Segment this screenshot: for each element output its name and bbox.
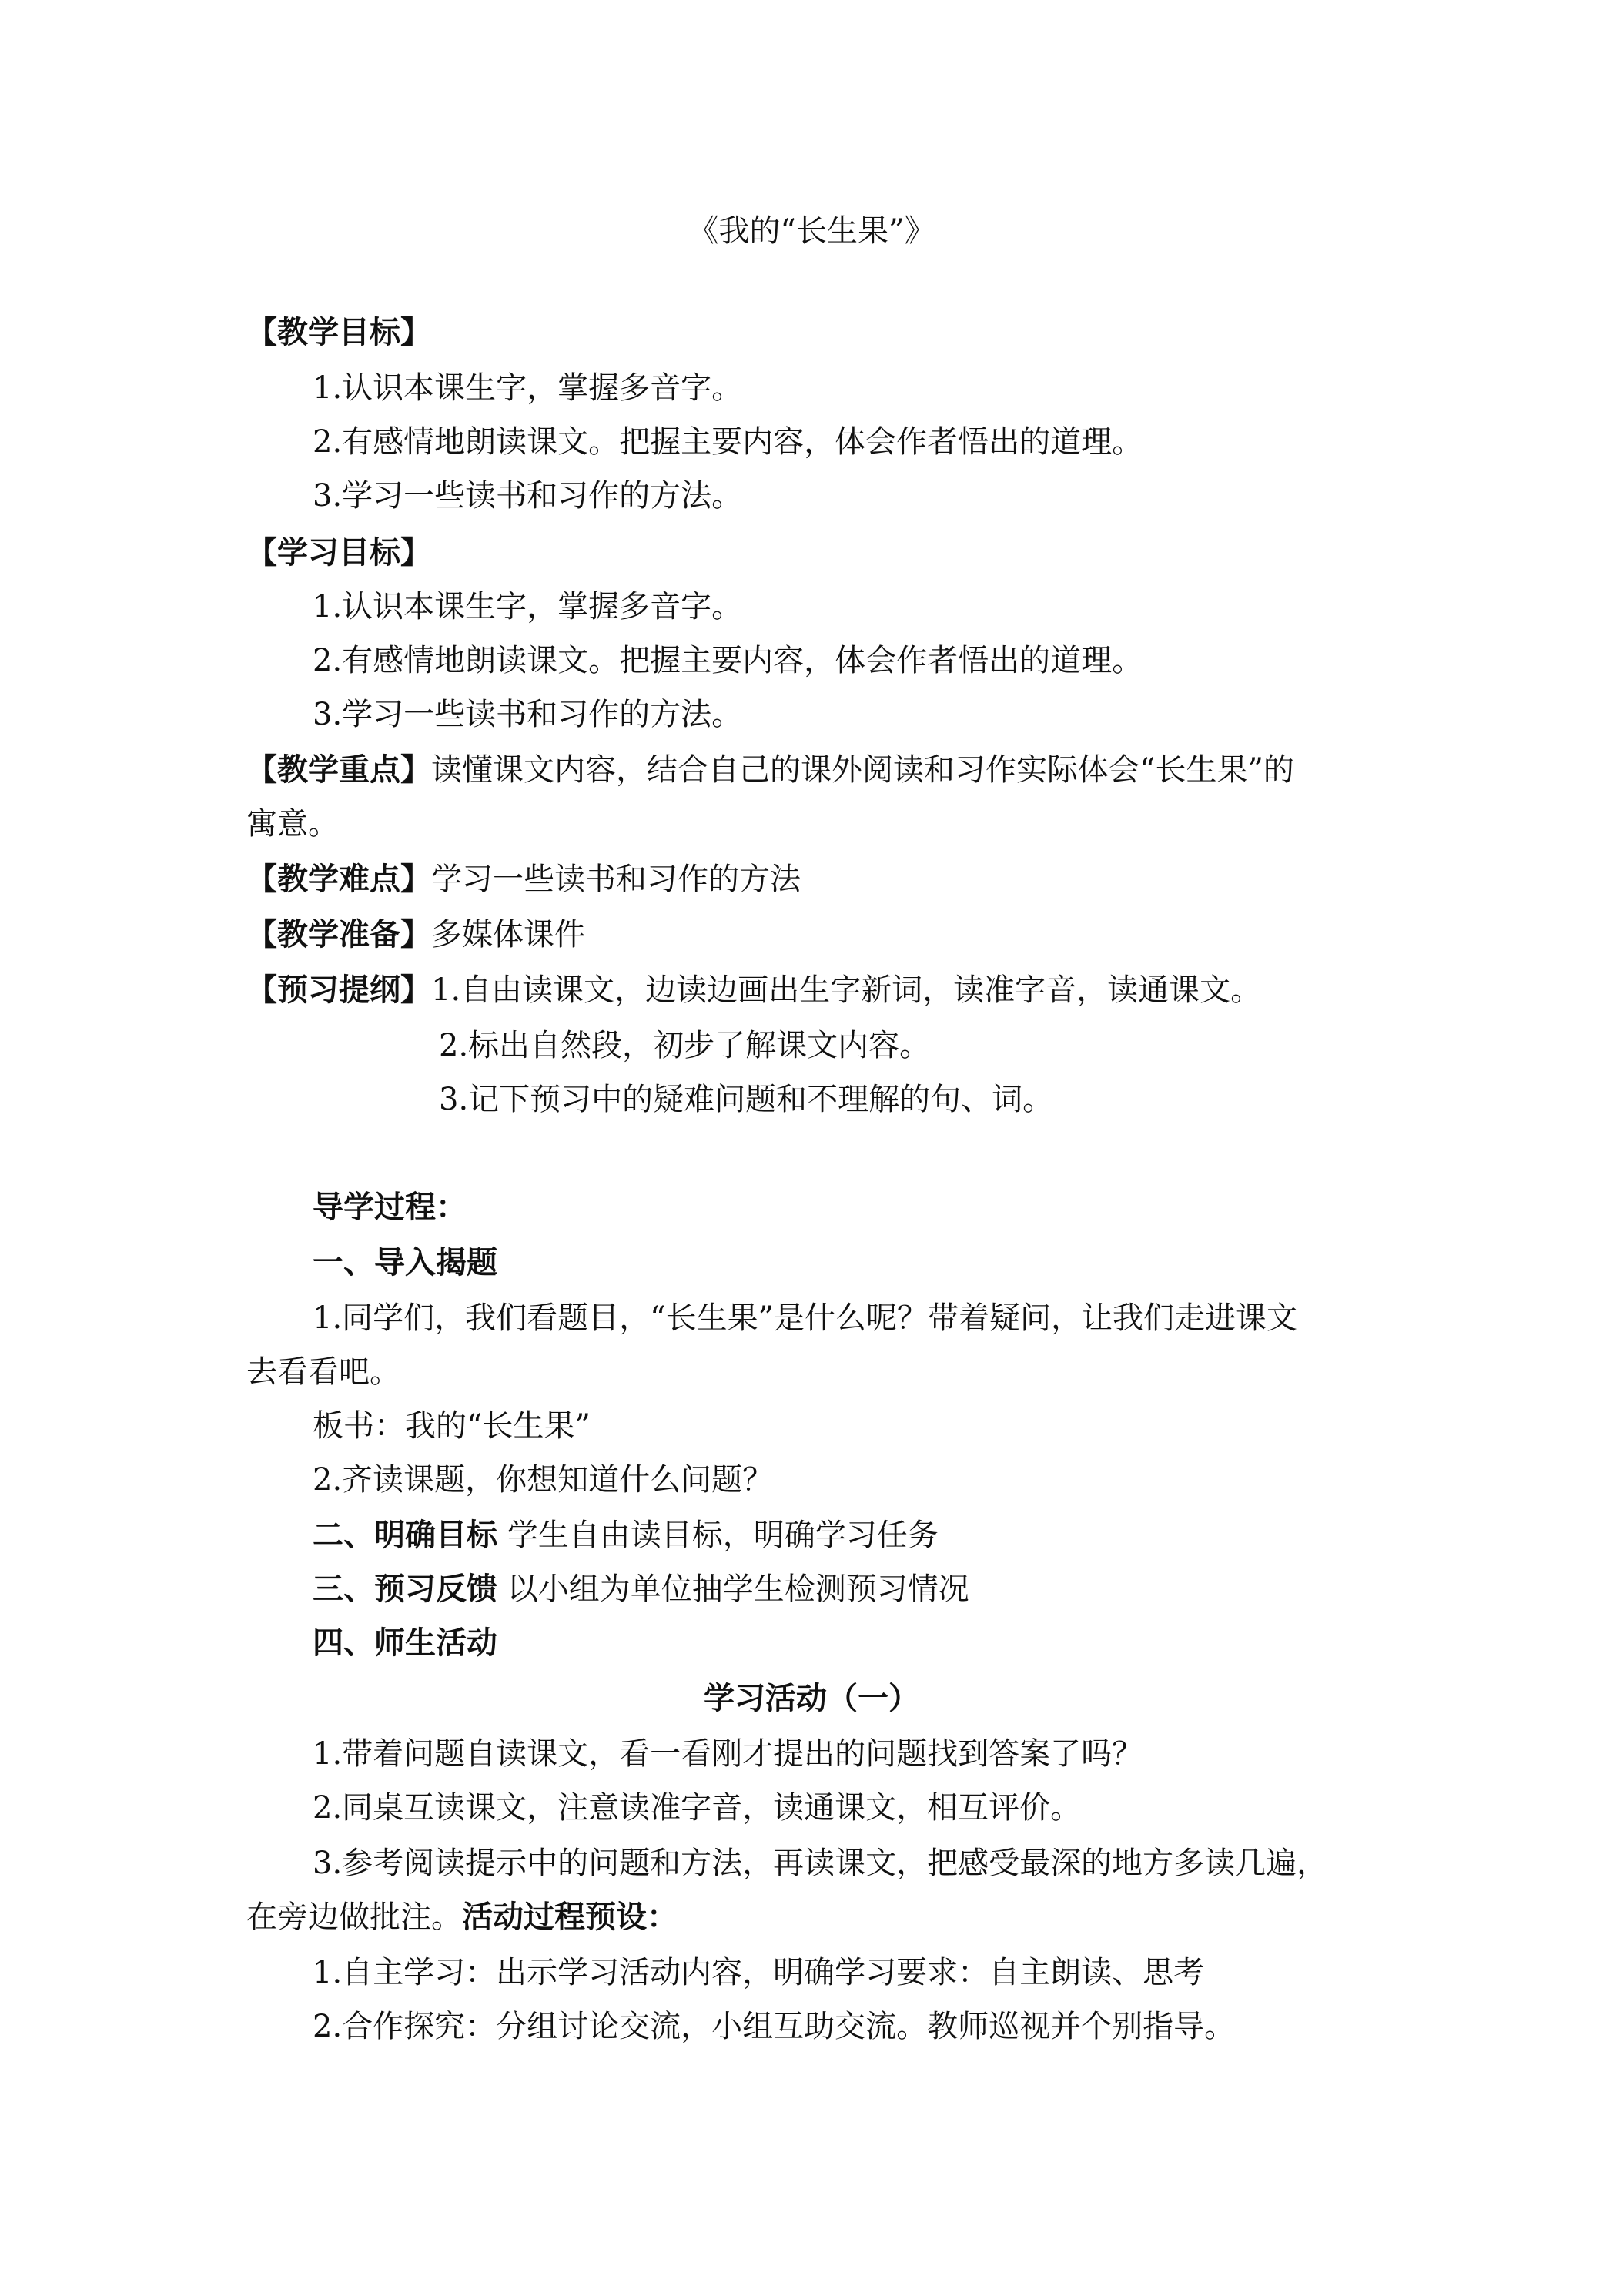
- preview-item: 2.标出自然段，初步了解课文内容。: [439, 1028, 931, 1063]
- preparation-text: 多媒体课件: [431, 917, 585, 952]
- document-title: 《我的“长生果”》: [688, 213, 935, 249]
- section-3-text: 以小组为单位抽学生检测预习情况: [507, 1571, 969, 1607]
- process-heading: 导学过程：: [313, 1189, 467, 1225]
- learning-goals-heading: 【学习目标】: [246, 534, 431, 571]
- section-3: [313, 1568, 969, 1611]
- preparation-label: 【教学准备】: [246, 916, 431, 952]
- preview-item: 3.记下预习中的疑难问题和不理解的句、词。: [439, 1082, 1054, 1117]
- difficult-points-label: 【教学难点】: [246, 861, 431, 897]
- section-1-paragraph: 1.同学们，我们看题目，“长生果”是什么呢？带着疑问，让我们走进课文: [313, 1300, 1298, 1336]
- key-points-text: 读懂课文内容，结合自己的课外阅读和习作实际体会“长生果”的: [431, 752, 1294, 788]
- preset-item: 2.合作探究：分组讨论交流，小组互助交流。教师巡视并个别指导。: [313, 2009, 1236, 2044]
- difficult-points: [246, 858, 801, 901]
- section-2-text: 学生自由读目标，明确学习任务: [507, 1518, 939, 1553]
- preset-label: 活动过程预设：: [462, 1899, 678, 1935]
- preview-item: 1.自由读课文，边读边画出生字新词，读准字音，读通课文。: [431, 972, 1262, 1008]
- activity-1-item: 3.参考阅读提示中的问题和方法，再读课文，把感受最深的地方多读几遍，: [313, 1846, 1328, 1881]
- section-4-heading: 四、师生活动: [313, 1625, 497, 1661]
- activity-1-item-cont: [246, 1896, 678, 1939]
- section-3-heading: 三、预习反馈: [313, 1571, 497, 1607]
- section-2: [313, 1514, 939, 1557]
- key-points-label: 【教学重点】: [246, 751, 431, 788]
- section-1-paragraph-cont: 去看看吧。: [246, 1354, 400, 1390]
- key-points-text-cont: 寓意。: [246, 806, 339, 842]
- activity-1-item-text: 在旁边做批注。: [246, 1899, 462, 1935]
- section-1-question: 2.齐读课题，你想知道什么问题？: [313, 1462, 774, 1498]
- learning-goal-item: 2.有感情地朗读课文。把握主要内容，体会作者悟出的道理。: [313, 643, 1143, 678]
- learning-goal-item: 3.学习一些读书和习作的方法。: [313, 697, 743, 732]
- preset-item: 1.自主学习：出示学习活动内容，明确学习要求：自主朗读、思考: [313, 1955, 1205, 1990]
- activity-1-title: 学习活动（一）: [704, 1680, 919, 1716]
- learning-goal-item: 1.认识本课生字，掌握多音字。: [313, 589, 743, 624]
- teaching-goal-item: 3.学习一些读书和习作的方法。: [313, 478, 743, 514]
- section-1-heading: 一、导入揭题: [313, 1244, 497, 1280]
- activity-1-item: 2.同桌互读课文，注意读准字音，读通课文，相互评价。: [313, 1790, 1082, 1826]
- activity-1-item: 1.带着问题自读课文，看一看刚才提出的问题找到答案了吗？: [313, 1736, 1143, 1772]
- teaching-goals-heading: 【教学目标】: [246, 314, 431, 350]
- preview-label: 【预习提纲】: [246, 972, 431, 1008]
- section-2-heading: 二、明确目标: [313, 1517, 497, 1553]
- difficult-points-text: 学习一些读书和习作的方法: [431, 862, 801, 897]
- teaching-goal-item: 2.有感情地朗读课文。把握主要内容，体会作者悟出的道理。: [313, 424, 1143, 460]
- preparation: [246, 913, 585, 956]
- key-points: [246, 748, 1294, 792]
- teaching-goal-item: 1.认识本课生字，掌握多音字。: [313, 370, 743, 406]
- preview-outline: [246, 969, 1261, 1012]
- blackboard-note: 板书：我的“长生果”: [313, 1408, 591, 1444]
